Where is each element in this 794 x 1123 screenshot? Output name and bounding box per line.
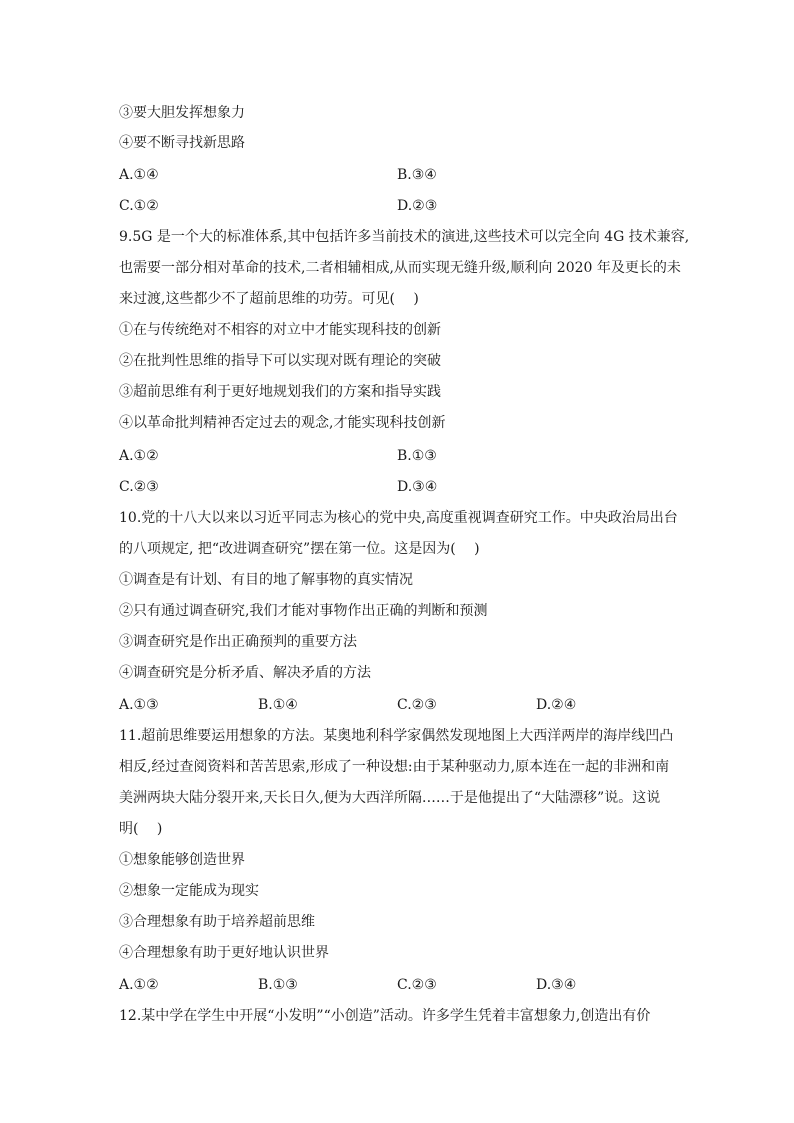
q8-statement-4: ④要不断寻找新思路 (119, 135, 245, 151)
q10-statement-2: ②只有通过调查研究,我们才能对事物作出正确的判断和预测 (119, 603, 488, 619)
q9-option-a: A.①② (119, 448, 159, 464)
q9-option-c: C.②③ (119, 479, 159, 495)
q11-stem-line-2: 相反,经过查阅资料和苦苦思索,形成了一种设想:由于某种驱动力,原本连在一起的非洲和南 (119, 759, 670, 775)
q10-statement-1: ①调查是有计划、有目的地了解事物的真实情况 (119, 572, 413, 588)
q11-stem-line-3: 美洲两块大陆分裂开来,天长日久,便为大西洋所隔……于是他提出了“大陆漂移”说。这说 (119, 790, 661, 806)
q11-option-c: C.②③ (397, 977, 437, 993)
q11-option-d: D.③④ (536, 977, 577, 993)
q9-stem-line-1: 9.5G 是一个大的标准体系,其中包括许多当前技术的演进,这些技术可以完全向 4G 技术兼容, (119, 229, 690, 245)
q9-statement-4: ④以革命批判精神否定过去的观念,才能实现科技创新 (119, 415, 446, 431)
q8-option-a: A.①④ (119, 167, 159, 183)
q10-option-a: A.①③ (119, 697, 159, 713)
q11-statement-4: ④合理想象有助于更好地认识世界 (119, 945, 329, 961)
q9-statement-3: ③超前思维有利于更好地规划我们的方案和指导实践 (119, 384, 441, 400)
q10-stem-line-2: 的八项规定, 把“改进调查研究”摆在第一位。这是因为( ) (119, 541, 480, 557)
q10-option-c: C.②③ (397, 697, 437, 713)
q11-stem-line-1: 11.超前思维要运用想象的方法。某奥地利科学家偶然发现地图上大西洋两岸的海岸线凹凸 (119, 728, 674, 744)
q8-option-b: B.③④ (397, 167, 437, 183)
q10-option-b: B.①④ (258, 697, 298, 713)
q11-statement-3: ③合理想象有助于培养超前思维 (119, 914, 315, 930)
q9-statement-1: ①在与传统绝对不相容的对立中才能实现科技的创新 (119, 322, 441, 338)
q8-option-d: D.②③ (397, 198, 438, 214)
q9-statement-2: ②在批判性思维的指导下可以实现对既有理论的突破 (119, 353, 441, 369)
q11-stem-line-4: 明( ) (119, 821, 163, 837)
q8-option-c: C.①② (119, 198, 159, 214)
q11-statement-2: ②想象一定能成为现实 (119, 883, 259, 899)
q9-stem-line-2: 也需要一部分相对革命的技术,二者相辅相成,从而实现无缝升级,顺利向 2020 年及更长的未 (119, 260, 681, 276)
q12-stem-line-1: 12.某中学在学生中开展“小发明”“小创造”活动。许多学生凭着丰富想象力,创造出有价 (119, 1008, 651, 1024)
q9-option-d: D.③④ (397, 479, 438, 495)
q9-stem-line-3: 来过渡,这些都少不了超前思维的功劳。可见( ) (119, 291, 419, 307)
q11-statement-1: ①想象能够创造世界 (119, 852, 245, 868)
q10-stem-line-1: 10.党的十八大以来以习近平同志为核心的党中央,高度重视调查研究工作。中央政治局出台 (119, 510, 678, 526)
q10-statement-3: ③调查研究是作出正确预判的重要方法 (119, 634, 357, 650)
q11-option-a: A.①② (119, 977, 159, 993)
q9-option-b: B.①③ (397, 448, 437, 464)
q11-option-b: B.①③ (258, 977, 298, 993)
q10-option-d: D.②④ (536, 697, 577, 713)
q10-statement-4: ④调查研究是分析矛盾、解决矛盾的方法 (119, 665, 371, 681)
q8-statement-3: ③要大胆发挥想象力 (119, 105, 245, 121)
